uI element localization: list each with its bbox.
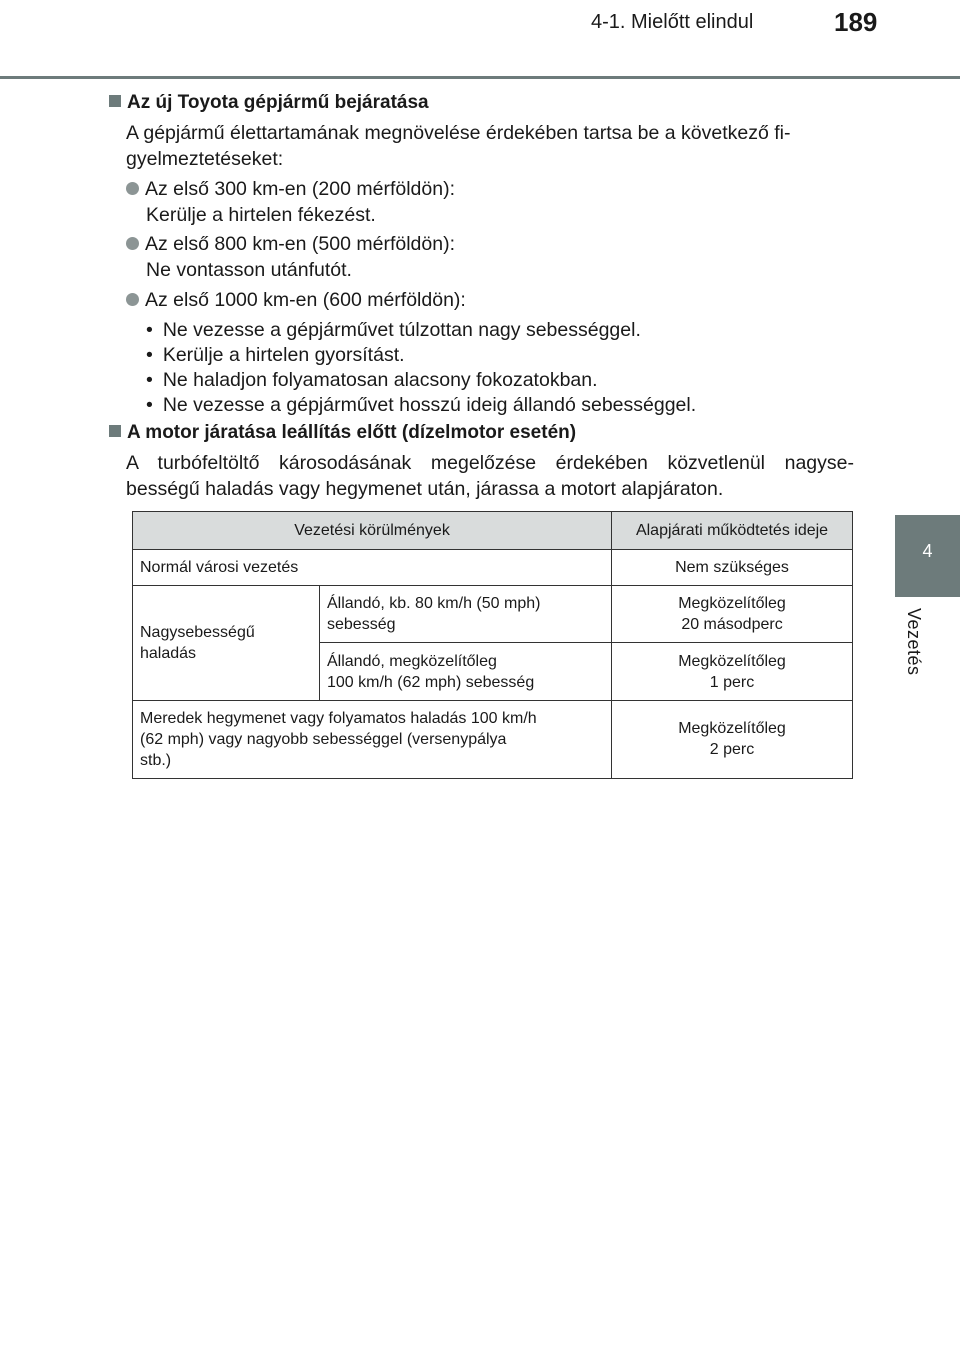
bullet-item: • Ne vezesse a gépjárművet túlzottan nagy sebességgel. xyxy=(146,318,696,343)
text-line: Állandó, kb. 80 km/h (50 mph) xyxy=(327,595,541,613)
text-line: 20 másodperc xyxy=(681,616,783,634)
idling-description xyxy=(126,450,854,502)
text-line: Megközelítőleg xyxy=(678,595,786,613)
table-cell xyxy=(133,700,612,778)
section-title-idling xyxy=(109,422,576,444)
table-header-row xyxy=(133,512,853,550)
bullet-item: • Ne vezesse a gépjárművet hosszú ideig állandó sebességgel. xyxy=(146,393,696,418)
text-line: Megközelítőleg xyxy=(678,720,786,738)
chapter-label: Vezetés xyxy=(904,608,924,676)
text-line: haladás xyxy=(140,644,197,662)
table-cell: Nem szükséges xyxy=(612,550,853,586)
column-header-conditions: Vezetési körülmények xyxy=(133,512,612,550)
item-heading: Az első 1000 km-en (600 mérföldön): xyxy=(145,289,466,311)
text-line: stb.) xyxy=(140,751,172,769)
chapter-number: 4 xyxy=(922,541,933,561)
text-line: gyelmeztetéseket: xyxy=(126,148,284,170)
section-title-break-in xyxy=(109,92,429,114)
text-line: Megközelítőleg xyxy=(678,652,786,670)
text-line: 2 perc xyxy=(709,741,755,759)
text-line: Állandó, megközelítőleg xyxy=(327,652,497,670)
bullet-item: • Kerülje a hirtelen gyorsítást. xyxy=(146,343,696,368)
bullet-item: • Ne haladjon folyamatosan alacsony fokozatokban. xyxy=(146,368,696,393)
column-header-idle-time: Alapjárati működtetés ideje xyxy=(612,512,853,550)
header-divider xyxy=(0,76,960,79)
section-title-text: A motor járatása leállítás előtt (dízelmotor esetén) xyxy=(127,422,577,443)
text-line: (62 mph) vagy nagyobb sebességgel (versenypálya xyxy=(140,730,507,748)
item-heading: Az első 800 km-en (500 mérföldön): xyxy=(145,233,455,255)
item-heading: Az első 300 km-en (200 mérföldön): xyxy=(145,178,455,200)
text-line: Meredek hegymenet vagy folyamatos haladás 100 km/h xyxy=(140,709,537,727)
text-line: A turbófeltöltő károsodásának megelőzése érdekében közvetlenül nagyse- xyxy=(126,452,854,474)
table-cell xyxy=(612,700,853,778)
list-item xyxy=(126,176,455,228)
circle-bullet-icon xyxy=(126,237,139,250)
circle-bullet-icon xyxy=(126,293,139,306)
idling-time-table xyxy=(132,511,853,779)
table-cell xyxy=(612,643,853,700)
table-row xyxy=(133,586,853,643)
list-item xyxy=(126,287,466,313)
table-row xyxy=(133,550,853,586)
text-line: sebesség xyxy=(327,616,396,634)
text-line: 1 perc xyxy=(709,673,755,691)
bullet-list xyxy=(146,318,696,418)
table-cell xyxy=(320,643,612,700)
item-text: Ne vontasson utánfutót. xyxy=(146,259,352,281)
text-line: bességű haladás vagy hegymenet után, járassa a motort alapjáraton. xyxy=(126,478,724,500)
table-cell xyxy=(612,586,853,643)
section-title-text: Az új Toyota gépjármű bejáratása xyxy=(127,92,429,113)
table-cell: Normál városi vezetés xyxy=(133,550,612,586)
table-cell-group xyxy=(133,586,320,700)
square-bullet-icon xyxy=(109,95,121,107)
text-line: A gépjármű élettartamának megnövelése érdekében tartsa be a következő fi- xyxy=(126,122,791,144)
running-header-section: 4-1. Mielőtt elindul xyxy=(591,11,754,33)
text-line: Nagysebességű xyxy=(140,623,255,641)
list-item xyxy=(126,231,455,283)
chapter-tab xyxy=(895,515,960,597)
break-in-intro xyxy=(126,120,854,172)
table-cell xyxy=(320,586,612,643)
text-line: 100 km/h (62 mph) sebesség xyxy=(327,673,535,691)
table-row xyxy=(133,700,853,778)
circle-bullet-icon xyxy=(126,182,139,195)
item-text: Kerülje a hirtelen fékezést. xyxy=(146,204,376,226)
page-number: 189 xyxy=(834,7,878,37)
square-bullet-icon xyxy=(109,425,121,437)
